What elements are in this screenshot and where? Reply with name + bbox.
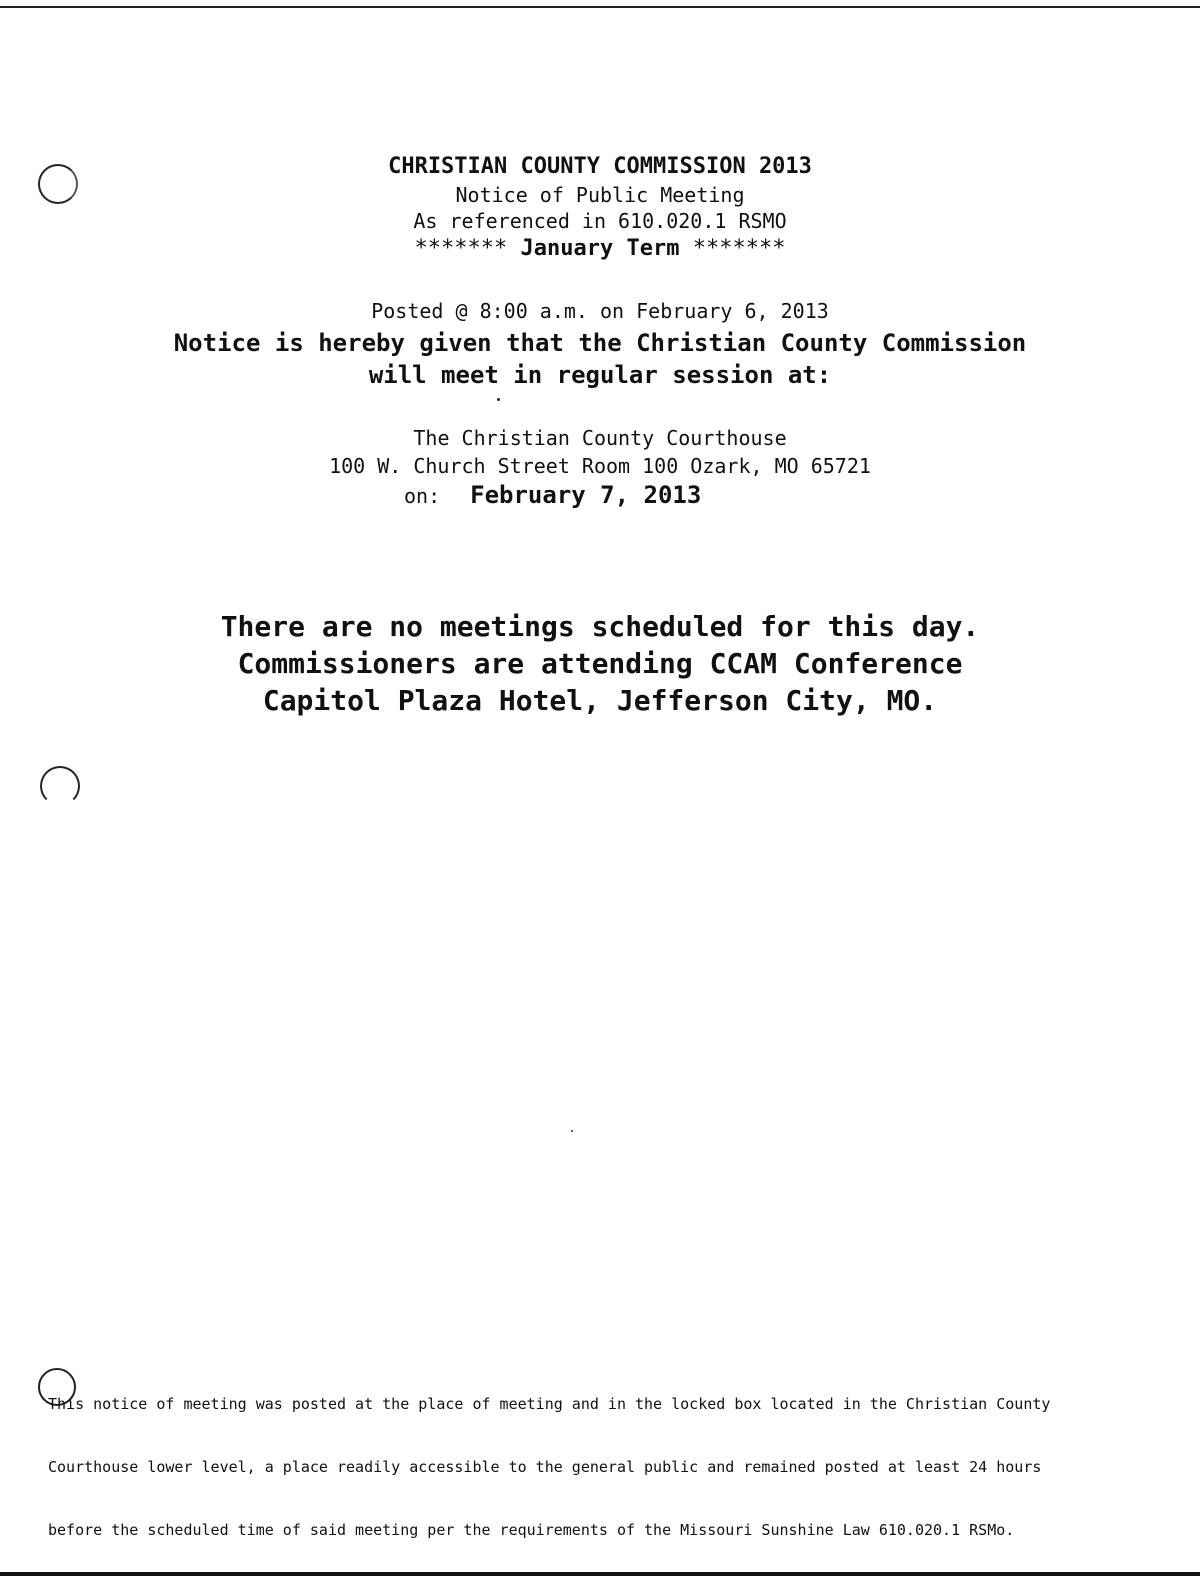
notice-header	[0, 152, 1200, 264]
meeting-date: February 7, 2013	[470, 481, 702, 509]
notice-subtitle: Notice of Public Meeting	[455, 183, 745, 207]
notice-line-1: Notice is hereby given that the Christian County Commission	[173, 329, 1027, 357]
term-name: January Term	[520, 236, 680, 261]
meeting-date-line	[404, 480, 701, 511]
term-line	[0, 234, 1200, 264]
term-stars-left: *******	[414, 236, 508, 261]
term-stars-right: *******	[692, 236, 786, 261]
on-label: on:	[404, 484, 441, 508]
courthouse-name: The Christian County Courthouse	[413, 426, 787, 450]
punch-hole-icon	[40, 766, 80, 806]
notice-line-2: will meet in regular session at:	[368, 361, 832, 389]
posted-timestamp: Posted @ 8:00 a.m. on February 6, 2013	[371, 299, 829, 323]
commission-title: CHRISTIAN COUNTY COMMISSION 2013	[388, 154, 812, 179]
top-border-rule	[0, 6, 1200, 8]
message-line-1: There are no meetings scheduled for this day.	[220, 610, 980, 643]
footnote-line-1: This notice of meeting was posted at the place of meeting and in the locked box located in the Christian County	[48, 1395, 1051, 1413]
scan-speck	[497, 398, 500, 401]
bottom-border-rule	[0, 1572, 1200, 1576]
statute-reference: As referenced in 610.020.1 RSMO	[413, 209, 787, 233]
footnote-line-2: Courthouse lower level, a place readily accessible to the general public and remained posted at least 24 hours	[48, 1458, 1042, 1476]
posting-footnote	[48, 1352, 1158, 1562]
message-line-2: Commissioners are attending CCAM Conference	[237, 647, 963, 680]
scan-speck	[571, 1130, 573, 1132]
street-address: 100 W. Church Street Room 100 Ozark, MO 65721	[329, 454, 871, 478]
no-meeting-message	[0, 608, 1200, 719]
meeting-location	[0, 424, 1200, 480]
notice-statement	[0, 327, 1200, 391]
message-line-3: Capitol Plaza Hotel, Jefferson City, MO.	[262, 684, 938, 717]
footnote-line-3: before the scheduled time of said meeting per the requirements of the Missouri Sunshine Law 610.020.1 RSMo.	[48, 1521, 1015, 1539]
